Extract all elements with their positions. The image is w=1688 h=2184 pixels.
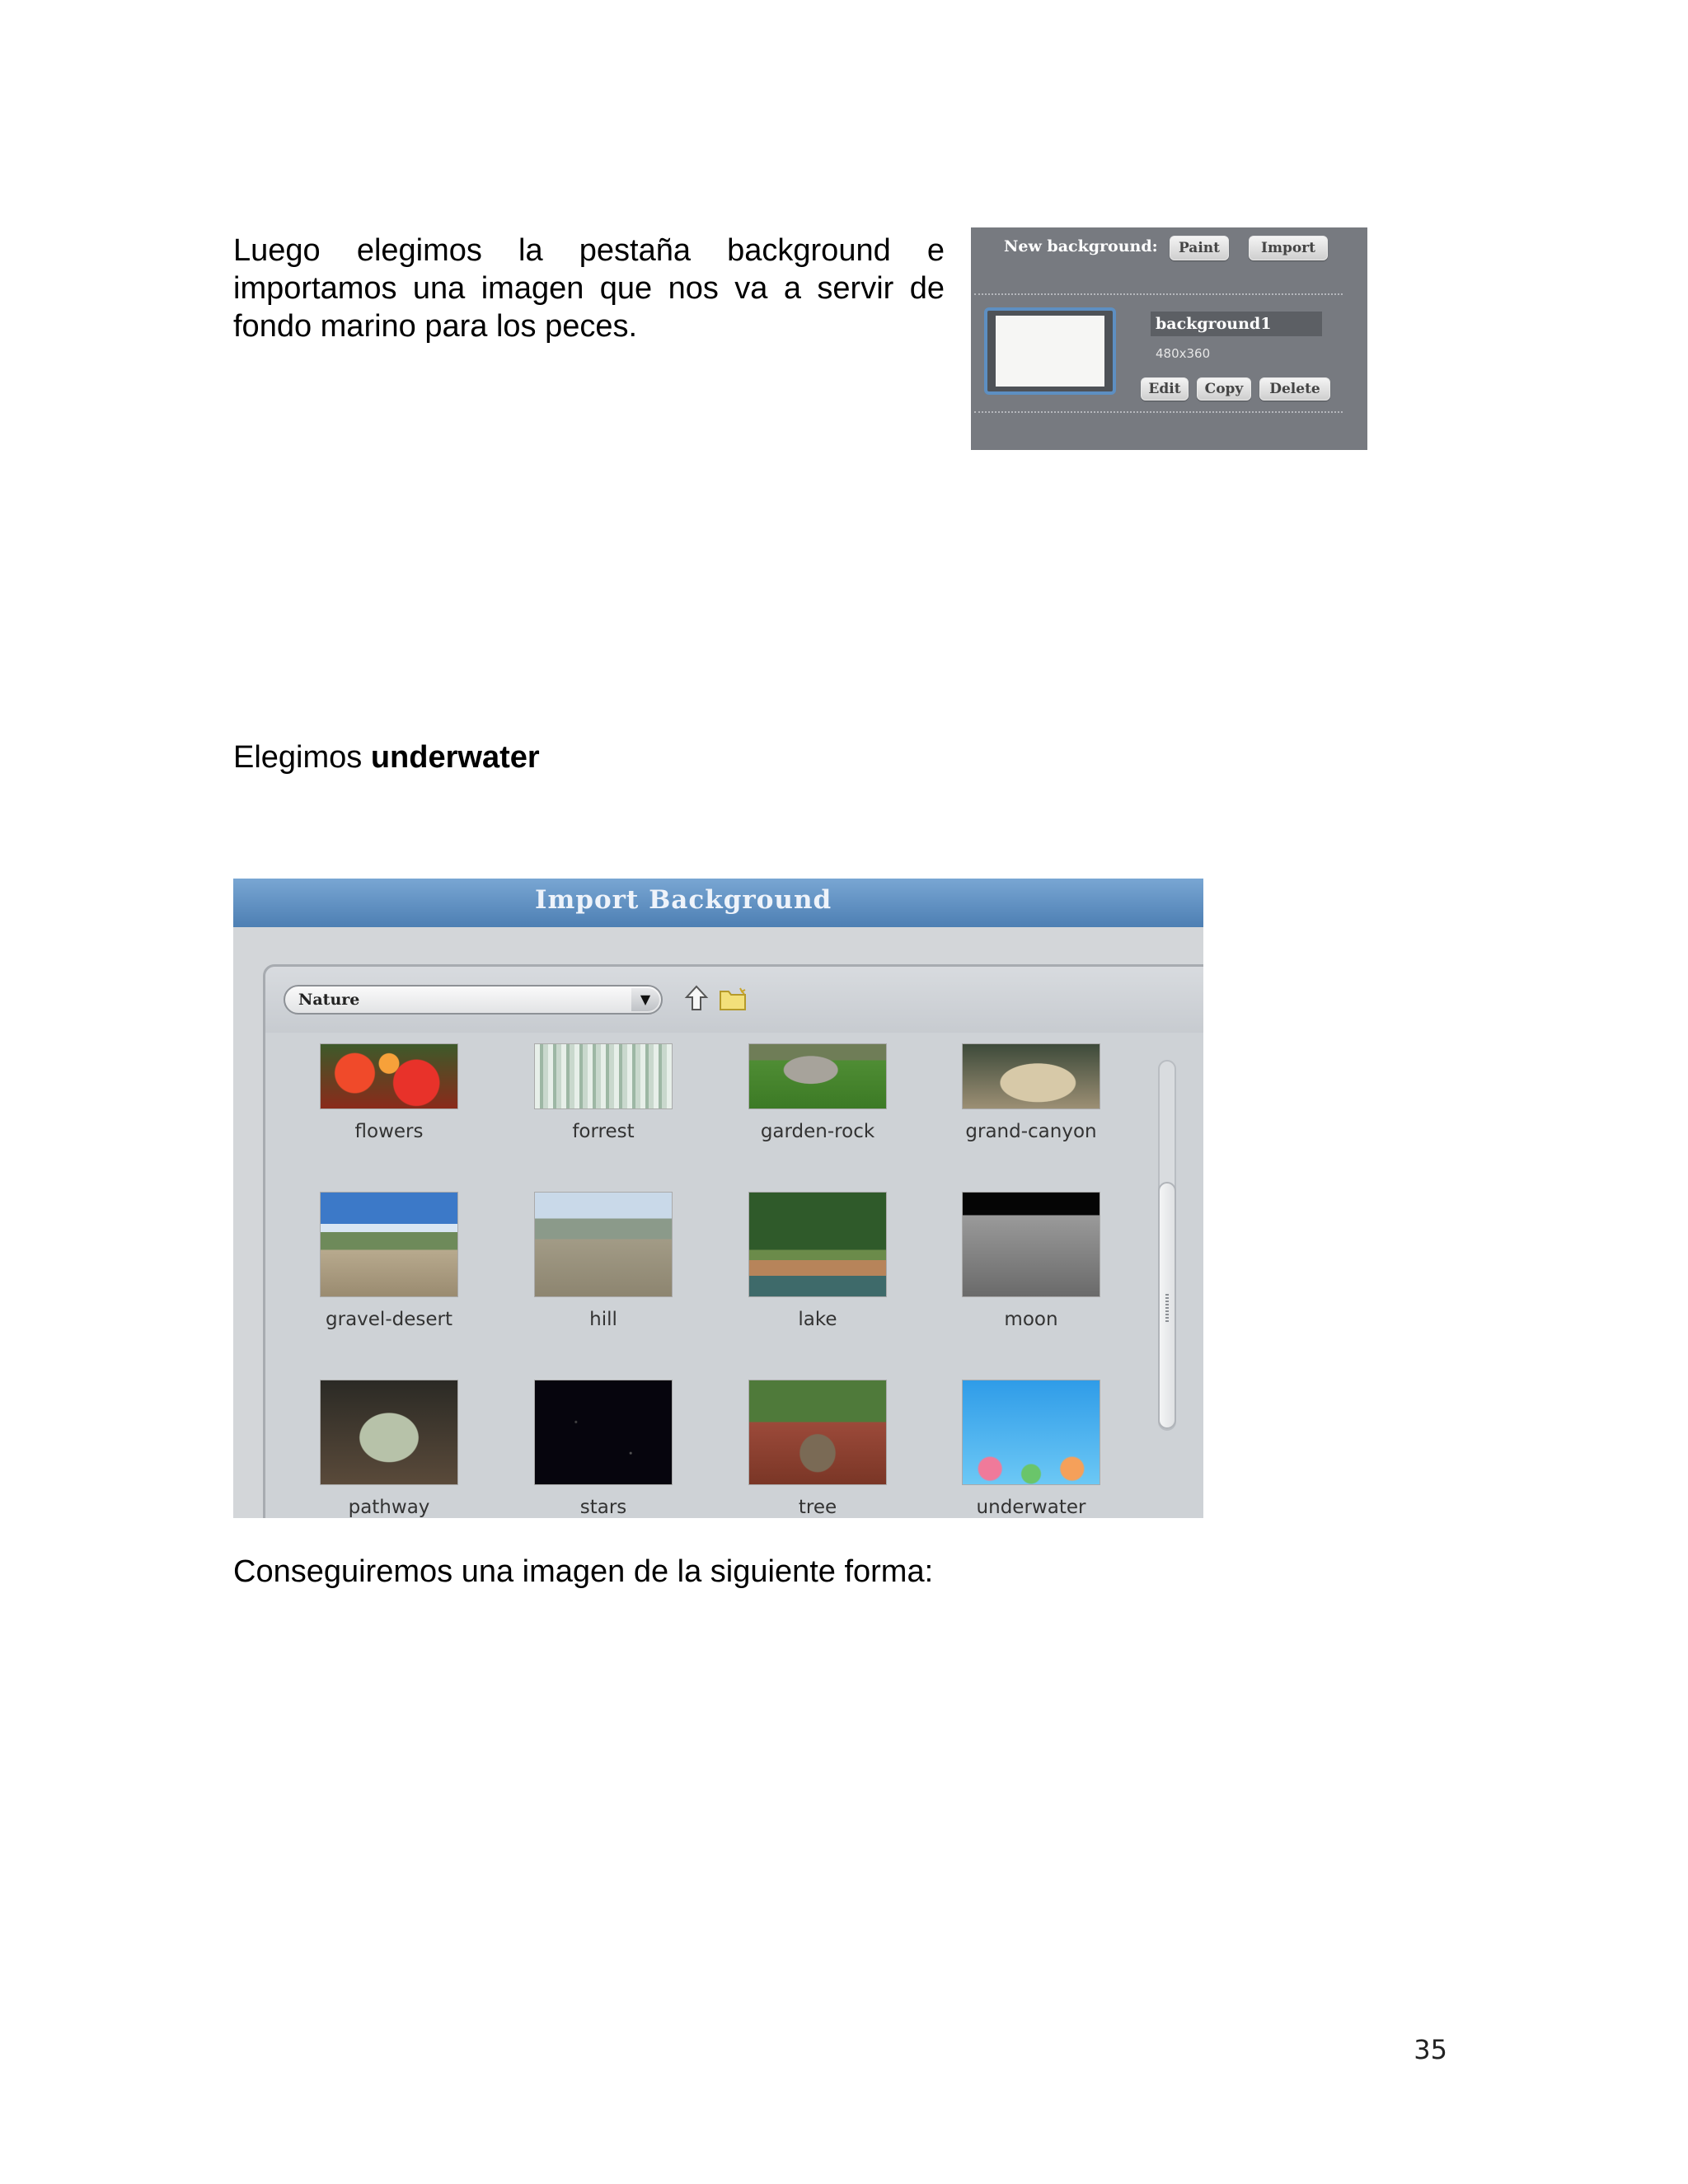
category-value: Nature <box>298 991 360 1009</box>
dialog-toolbar <box>265 967 1203 1033</box>
background-item-grand-canyon[interactable] <box>962 1043 1100 1142</box>
background-item-tree[interactable] <box>748 1380 887 1518</box>
background-name-field[interactable]: background1 <box>1151 312 1322 336</box>
background-item-label: lake <box>798 1309 837 1330</box>
background-item-label: tree <box>798 1497 837 1518</box>
intro-paragraph: Luego elegimos la pestaña background e importamos una imagen que nos va a servir de fondo marino para los peces. <box>233 233 945 344</box>
up-folder-icon[interactable] <box>684 985 709 1013</box>
divider <box>974 293 1343 295</box>
background-item-label: pathway <box>348 1497 430 1518</box>
dialog-titlebar <box>233 879 1203 927</box>
choose-prefix: Elegimos <box>233 740 371 775</box>
background-item-label: stars <box>579 1497 627 1518</box>
background-item-label: flowers <box>354 1121 424 1142</box>
thumbnail-preview <box>996 316 1104 387</box>
garden-rock-thumbnail[interactable] <box>748 1043 887 1109</box>
category-select[interactable] <box>284 985 663 1015</box>
flowers-thumbnail[interactable] <box>320 1043 458 1109</box>
copy-button[interactable]: Copy <box>1197 377 1251 401</box>
scrollbar-thumb[interactable] <box>1158 1182 1176 1429</box>
folder-icon[interactable] <box>719 987 747 1011</box>
lake-thumbnail[interactable] <box>748 1192 887 1297</box>
background-thumbnail[interactable] <box>984 307 1116 395</box>
edit-button[interactable]: Edit <box>1141 377 1189 401</box>
dialog-title: Import Background <box>535 885 832 915</box>
underwater-thumbnail[interactable] <box>962 1380 1100 1485</box>
background-size: 480x360 <box>1156 346 1211 361</box>
divider <box>974 411 1343 413</box>
background-item-moon[interactable] <box>962 1192 1100 1330</box>
background-item-underwater[interactable] <box>962 1380 1100 1518</box>
hill-thumbnail[interactable] <box>534 1192 673 1297</box>
background-item-hill[interactable] <box>534 1192 673 1330</box>
delete-button[interactable]: Delete <box>1259 377 1330 401</box>
background-item-label: gravel-desert <box>326 1309 452 1330</box>
choose-bold: underwater <box>370 740 540 775</box>
import-button[interactable]: Import <box>1249 236 1328 260</box>
chevron-down-icon[interactable]: ▼ <box>631 988 659 1011</box>
background-item-label: forrest <box>572 1121 635 1142</box>
tree-thumbnail[interactable] <box>748 1380 887 1485</box>
gravel-desert-thumbnail[interactable] <box>320 1192 458 1297</box>
forrest-thumbnail[interactable] <box>534 1043 673 1109</box>
scrollbar-grip <box>1165 1294 1169 1322</box>
background-item-label: garden-rock <box>760 1121 875 1142</box>
page-number: 35 <box>1414 2034 1447 2065</box>
import-background-dialog <box>233 879 1203 1518</box>
background-item-flowers[interactable] <box>320 1043 458 1142</box>
background-panel <box>971 227 1367 450</box>
background-item-pathway[interactable] <box>320 1380 458 1518</box>
choose-paragraph <box>233 738 540 776</box>
background-item-label: grand-canyon <box>965 1121 1097 1142</box>
paint-button[interactable]: Paint <box>1170 236 1229 260</box>
result-paragraph: Conseguiremos una imagen de la siguiente forma: <box>233 1554 934 1589</box>
moon-thumbnail[interactable] <box>962 1192 1100 1297</box>
background-item-forrest[interactable] <box>534 1043 673 1142</box>
background-item-stars[interactable] <box>534 1380 673 1518</box>
pathway-thumbnail[interactable] <box>320 1380 458 1485</box>
background-item-garden-rock[interactable] <box>748 1043 887 1142</box>
stars-thumbnail[interactable] <box>534 1380 673 1485</box>
background-item-label: hill <box>589 1309 617 1330</box>
background-item-label: moon <box>1004 1309 1058 1330</box>
grand-canyon-thumbnail[interactable] <box>962 1043 1100 1109</box>
background-item-lake[interactable] <box>748 1192 887 1330</box>
new-background-label: New background: <box>1004 237 1158 255</box>
background-item-label: underwater <box>976 1497 1086 1518</box>
background-item-gravel-desert[interactable] <box>320 1192 458 1330</box>
